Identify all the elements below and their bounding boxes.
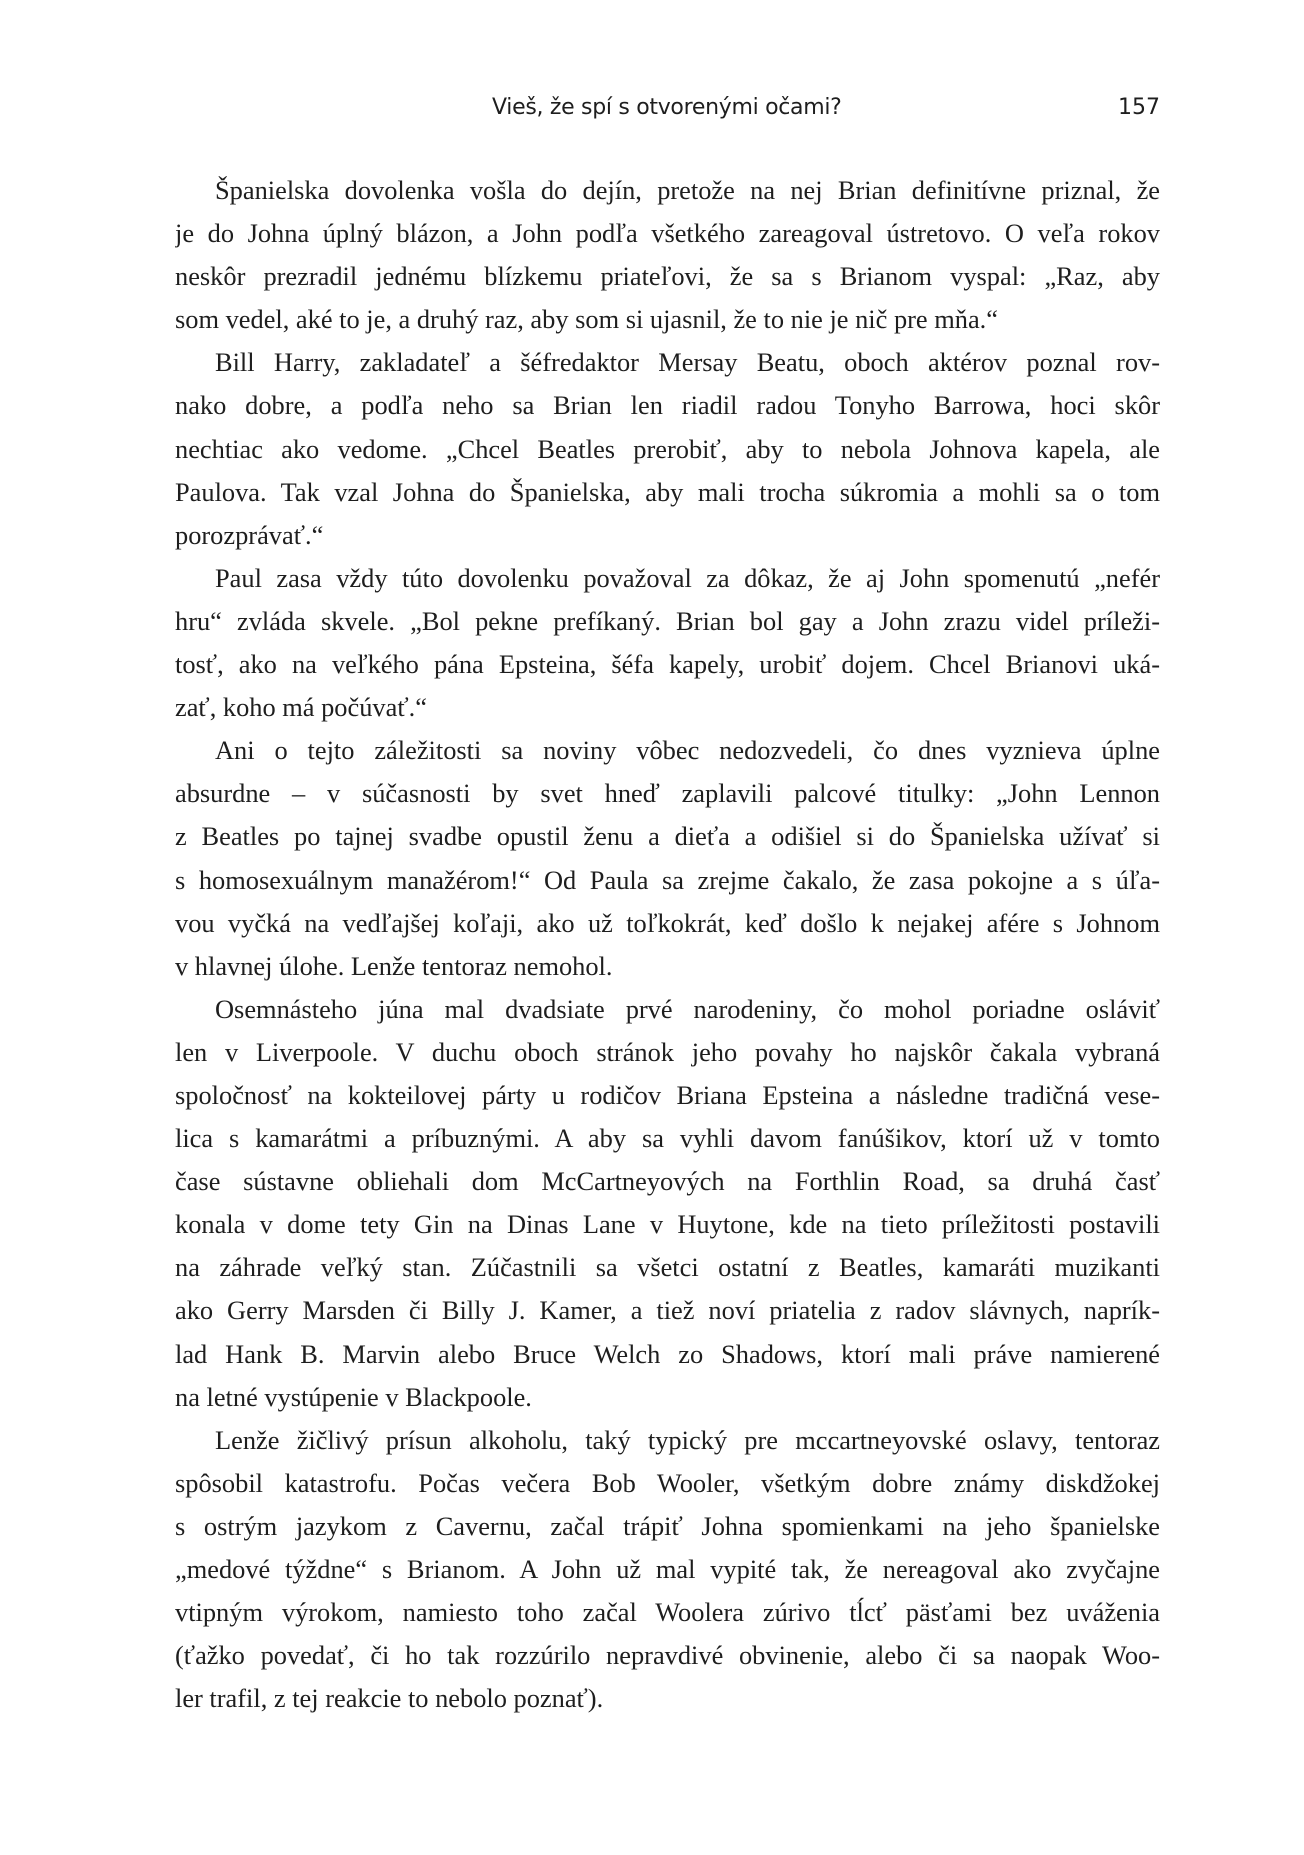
- text-line: Ani o tejto záležitosti sa noviny vôbec nedozvedeli, čo dnes vyznieva úplne: [215, 735, 1160, 766]
- text-line: Lenže žičlivý prísun alkoholu, taký typický pre mccartneyovské oslavy, tentoraz: [215, 1424, 1160, 1455]
- text-line: Španielska dovolenka vošla do dejín, pretože na nej Brian definitívne priznal, že: [215, 175, 1160, 205]
- text-line: s homosexuálnym manažérom!“ Od Paula sa zrejme čakalo, že zasa pokojne a s úľa-: [175, 864, 1160, 895]
- text-line: zať, koho má počúvať.“: [175, 692, 427, 723]
- text-line: v hlavnej úlohe. Lenže tentoraz nemohol.: [175, 950, 613, 981]
- text-line: Bill Harry, zakladateľ a šéfredaktor Mersay Beatu, oboch aktérov poznal rov-: [215, 347, 1160, 378]
- paragraph: [175, 729, 1160, 988]
- text-line: spoločnosť na kokteilovej párty u rodičov Briana Epsteina a následne tradičná vese-: [175, 1079, 1160, 1110]
- paragraph: [175, 557, 1160, 729]
- page-number: 157: [1118, 95, 1160, 120]
- text-line: konala v dome tety Gin na Dinas Lane v Huytone, kde na tieto príležitosti postavili: [175, 1209, 1160, 1240]
- paragraph: [175, 1419, 1160, 1721]
- text-line: tosť, ako na veľkého pána Epsteina, šéfa kapely, urobiť dojem. Chcel Brianovi uká-: [175, 649, 1160, 680]
- paragraph: [175, 988, 1160, 1419]
- text-line: čase sústavne obliehali dom McCartneyových na Forthlin Road, sa druhá časť: [175, 1166, 1160, 1197]
- body-text: [175, 169, 1160, 1720]
- paragraph: [175, 341, 1160, 556]
- text-line: s ostrým jazykom z Cavernu, začal trápiť Johna spomienkami na jeho španielske: [175, 1510, 1160, 1541]
- text-line: na letné vystúpenie v Blackpoole.: [175, 1381, 532, 1412]
- text-line: ler trafil, z tej reakcie to nebolo poznať).: [175, 1683, 604, 1714]
- text-line: nako dobre, a podľa neho sa Brian len riadil radou Tonyho Barrowa, hoci skôr: [175, 390, 1160, 421]
- running-title: Vieš, že spí s otvorenými očami?: [492, 95, 842, 120]
- text-line: ako Gerry Marsden či Billy J. Kamer, a tiež noví priatelia z radov slávnych, naprík-: [175, 1295, 1160, 1326]
- text-line: hru“ zvláda skvele. „Bol pekne prefíkaný. Brian bol gay a John zrazu videl príleži-: [175, 605, 1160, 636]
- text-line: Paulova. Tak vzal Johna do Španielska, aby mali trocha súkromia a mohli sa o tom: [175, 476, 1160, 507]
- text-line: neskôr prezradil jednému blízkemu priateľovi, že sa s Brianom vyspal: „Raz, aby: [175, 261, 1160, 292]
- text-line: „medové týždne“ s Brianom. A John už mal vypité tak, že nereagoval ako zvyčajne: [175, 1554, 1160, 1584]
- page-header: [175, 88, 1160, 128]
- text-line: vtipným výrokom, namiesto toho začal Woolera zúrivo tĺcť päsťami bez uváženia: [175, 1597, 1160, 1628]
- text-line: Paul zasa vždy túto dovolenku považoval za dôkaz, že aj John spomenutú „nefér: [215, 562, 1160, 593]
- text-line: len v Liverpoole. V duchu oboch stránok jeho povahy ho najskôr čakala vybraná: [175, 1036, 1160, 1067]
- text-line: nechtiac ako vedome. „Chcel Beatles prerobiť, aby to nebola Johnova kapela, ale: [175, 433, 1160, 464]
- text-line: (ťažko povedať, či ho tak rozzúrilo nepravdivé obvinenie, alebo či sa naopak Woo-: [175, 1640, 1160, 1671]
- text-line: vou vyčká na vedľajšej koľaji, ako už toľkokrát, keď došlo k nejakej afére s Johnom: [175, 907, 1160, 938]
- paragraph: [175, 169, 1160, 341]
- text-line: na záhrade veľký stan. Zúčastnili sa všetci ostatní z Beatles, kamaráti muzikanti: [175, 1252, 1160, 1283]
- text-line: absurdne – v súčasnosti by svet hneď zaplavili palcové titulky: „John Lennon: [175, 778, 1160, 809]
- text-line: z Beatles po tajnej svadbe opustil ženu a dieťa a odišiel si do Španielska užívať si: [175, 821, 1160, 852]
- text-line: som vedel, aké to je, a druhý raz, aby som si ujasnil, že to nie je nič pre mňa.“: [175, 304, 998, 335]
- text-line: porozprávať.“: [175, 519, 324, 550]
- text-line: lad Hank B. Marvin alebo Bruce Welch zo Shadows, ktorí mali práve namierené: [175, 1338, 1160, 1369]
- text-line: je do Johna úplný blázon, a John podľa všetkého zareagoval ústretovo. O veľa rokov: [175, 218, 1160, 249]
- text-line: spôsobil katastrofu. Počas večera Bob Wooler, všetkým dobre známy diskdžokej: [175, 1467, 1160, 1498]
- text-line: Osemnásteho júna mal dvadsiate prvé narodeniny, čo mohol poriadne osláviť: [215, 993, 1160, 1024]
- text-line: lica s kamarátmi a príbuznými. A aby sa vyhli davom fanúšikov, ktorí už v tomto: [175, 1123, 1160, 1154]
